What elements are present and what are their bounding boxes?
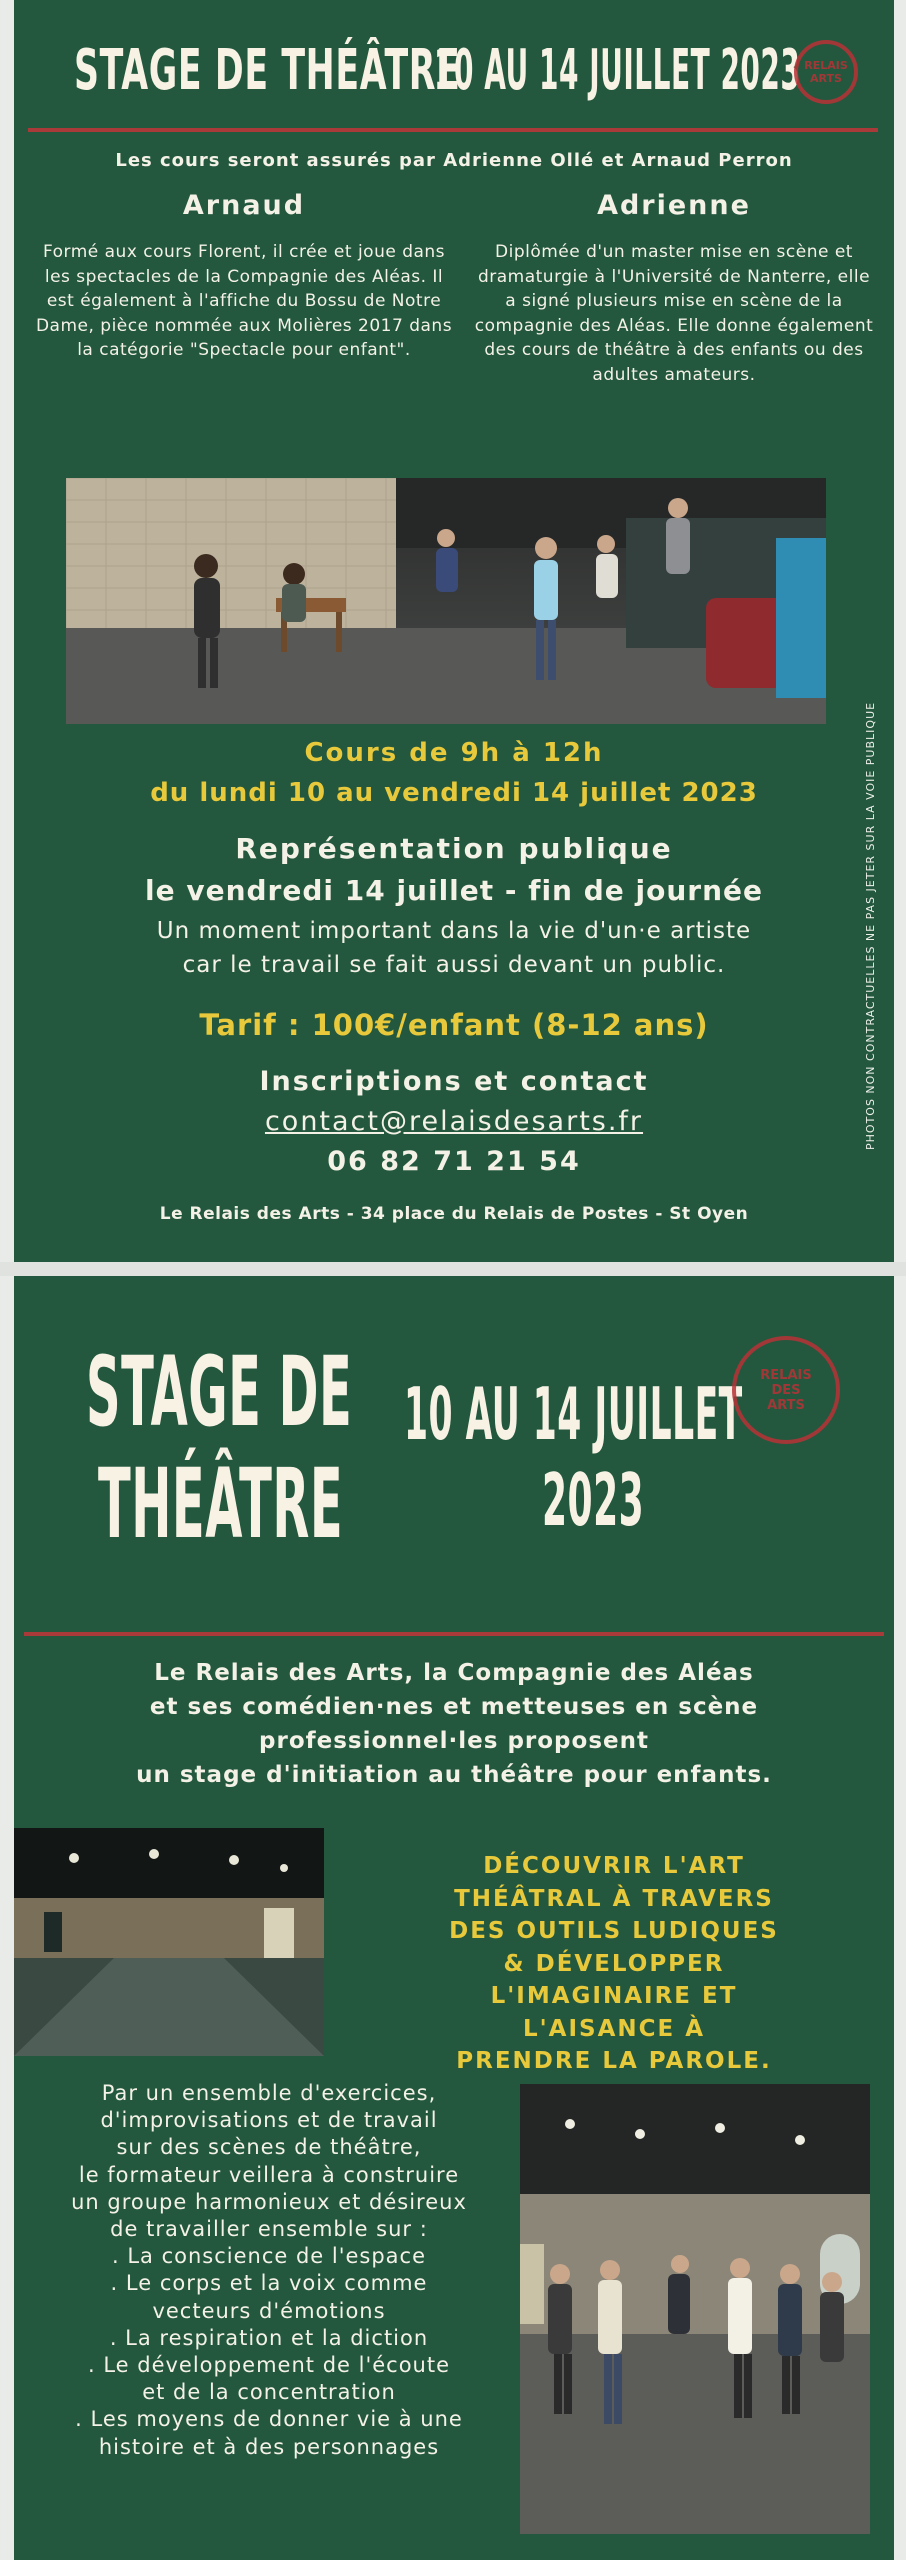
page-title: STAGE DE THÉÂTRE: [74, 38, 461, 103]
teachers-intro: Les cours seront assurés par Adrienne Ollé et Arnaud Perron: [115, 150, 793, 171]
rehearsal-photo: [66, 478, 826, 724]
adrienne-name: Adrienne: [597, 190, 751, 221]
adrienne-bio: Diplômée d'un master mise en scène et dramaturgie à l'Université de Nanterre, elle a signé plusieurs mise en scène de la compagnie des Aléas. Elle donne également des cours de théâtre à des enfants ou des adultes amateurs.: [474, 242, 874, 385]
goal-line: THÉÂTRAL À TRAVERS: [454, 1885, 774, 1912]
method-line: un groupe harmonieux et désireux: [71, 2189, 467, 2214]
show-title: Représentation publique: [235, 832, 673, 865]
show-date: le vendredi 14 juillet - fin de journée: [144, 874, 763, 907]
show-note-1: Un moment important dans la vie d'un·e artiste: [156, 918, 752, 944]
legal-side-note: PHOTOS NON CONTRACTUELLES NE PAS JETER SUR LA VOIE PUBLIQUE: [864, 701, 877, 1150]
method-list-item: vecteurs d'émotions: [152, 2298, 386, 2323]
show-note-2: car le travail se fait aussi devant un public.: [182, 952, 726, 978]
course-hours: Cours de 9h à 12h: [304, 738, 604, 768]
arnaud-bio: Formé aux cours Florent, il crée et joue dans les spectacles de la Compagnie des Aléas. Il est également à l'affiche du Bossu de Notre Dame, pièce nommée aux Molières 2017 dans la catégorie "Spectacle pour enfant".: [35, 242, 453, 360]
arnaud-name: Arnaud: [182, 190, 306, 221]
goal-line: DÉCOUVRIR L'ART: [483, 1853, 745, 1879]
method-list-item: et de la concentration: [142, 2380, 396, 2405]
method-list-item: histoire et à des personnages: [98, 2434, 440, 2459]
relais-stamp: RELAIS ARTS: [794, 40, 858, 104]
goal-line: L'AISANCE À: [522, 2015, 706, 2042]
cover-intro-4: un stage d'initiation au théâtre pour enfants.: [136, 1762, 772, 1788]
method-list-item: . Les moyens de donner vie à une: [75, 2407, 463, 2432]
method-line: le formateur veillera à construire: [78, 2162, 460, 2187]
cover-title-line1: STAGE DE: [86, 1336, 353, 1448]
method-text: [14, 2080, 524, 2461]
contact-title: Inscriptions et contact: [259, 1066, 649, 1097]
cover-intro-3: professionnel·les proposent: [259, 1728, 649, 1754]
method-line: de travailler ensemble sur :: [110, 2217, 428, 2242]
cover-intro-1: Le Relais des Arts, la Compagnie des Aléas: [154, 1660, 754, 1686]
method-list-item: . Le corps et la voix comme: [110, 2271, 428, 2296]
address: Le Relais des Arts - 34 place du Relais de Postes - St Oyen: [159, 1204, 749, 1224]
flyer-back-panel: [14, 0, 894, 1262]
cover-divider: [24, 1632, 884, 1636]
price: Tarif : 100€/enfant (8-12 ans): [199, 1008, 709, 1042]
method-list-item: . Le développement de l'écoute: [87, 2353, 451, 2378]
method-list-item: . La respiration et la diction: [109, 2325, 429, 2350]
goal-line: PRENDRE LA PAROLE.: [456, 2048, 772, 2074]
flyer-front-panel: [14, 1276, 894, 2560]
workshop-photo: [520, 2084, 870, 2534]
goal-line: DES OUTILS LUDIQUES: [449, 1918, 779, 1944]
contact-phone: 06 82 71 21 54: [327, 1146, 581, 1177]
goal-line: L'IMAGINAIRE ET: [490, 1983, 738, 2009]
cover-dates-line2: 2023: [542, 1458, 645, 1542]
date-title: 10 AU 14 JUILLET 2023: [434, 38, 801, 103]
relais-stamp-cover: RELAIS DES ARTS: [732, 1336, 840, 1444]
goal-line: & DÉVELOPPER: [503, 1950, 725, 1977]
method-list-item: . La conscience de l'espace: [111, 2244, 427, 2269]
fold-seam: [0, 1262, 906, 1276]
cover-dates-line1: 10 AU 14 JUILLET: [404, 1372, 743, 1456]
method-line: sur des scènes de théâtre,: [116, 2135, 422, 2160]
course-days: du lundi 10 au vendredi 14 juillet 2023: [150, 778, 758, 808]
cover-intro-2: et ses comédien·nes et metteuses en scène: [149, 1694, 759, 1720]
method-line: d'improvisations et de travail: [100, 2108, 438, 2133]
goal-statement: [344, 1850, 884, 2078]
method-line: Par un ensemble d'exercices,: [101, 2081, 437, 2105]
title-divider: [28, 128, 878, 132]
cover-title-line2: THÉÂTRE: [98, 1448, 344, 1560]
hall-photo: [14, 1828, 324, 2056]
contact-email-link[interactable]: contact@relaisdesarts.fr: [264, 1106, 644, 1137]
